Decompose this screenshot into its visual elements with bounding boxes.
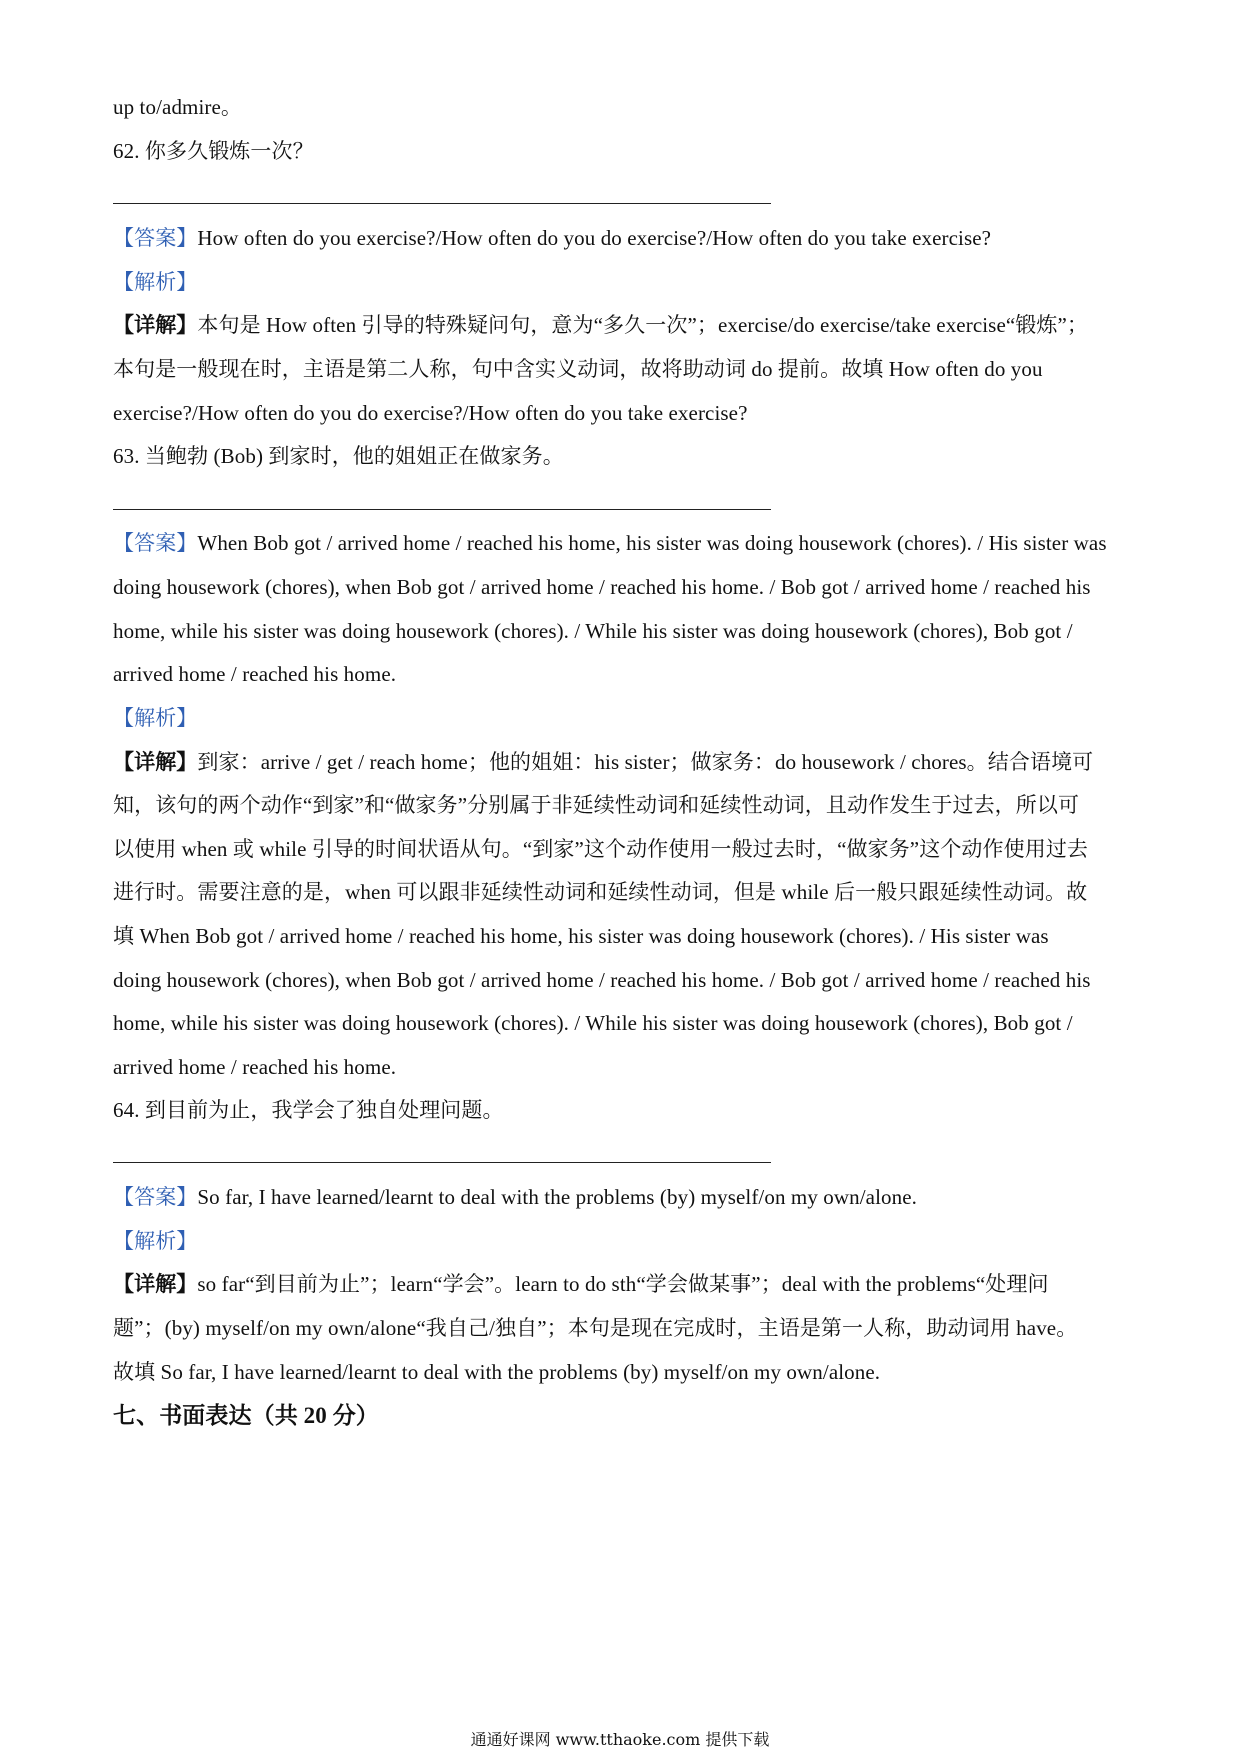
answer-label: 【答案】: [113, 1185, 198, 1209]
answer-label: 【答案】: [113, 531, 198, 555]
q63-answer-line-1: [113, 530, 1107, 556]
q62-question: 62. 你多久锻炼一次？: [113, 139, 314, 163]
q63-question: 63. 当鲍勃 (Bob) 到家时，他的姐姐正在做家务。: [113, 444, 564, 468]
q62-detail-line-2: 本句是一般现在时，主语是第二人称，句中含实义动词，故将助动词 do 提前。故填 How often do you: [113, 357, 1043, 381]
detail-label: 【详解】: [113, 750, 198, 774]
q62-answer: [113, 225, 991, 251]
answer-label: 【答案】: [113, 226, 198, 250]
section-heading: 七、书面表达（共 20 分）: [113, 1403, 379, 1428]
q63-detail-line-2: 知，该句的两个动作“到家”和“做家务”分别属于非延续性动词和延续性动词，且动作发生于过去，所以可: [113, 793, 1080, 817]
q64-detail-line-3: 故填 So far, I have learned/learnt to deal with the problems (by) myself/on my own/alone.: [113, 1360, 881, 1384]
q63-analysis-label: 【解析】: [113, 706, 198, 730]
q61-tail: up to/admire。: [113, 95, 243, 119]
detail-text: 到家：arrive / get / reach home；他的姐姐：his sister；做家务：do housework / chores。结合语境可: [197, 750, 1094, 774]
q64-analysis-label: 【解析】: [113, 1229, 198, 1253]
q63-answer-line-3: home, while his sister was doing housework (chores). / While his sister was doing housework (chores), Bob got /: [113, 619, 1073, 643]
q63-detail-line-3: 以使用 when 或 while 引导的时间状语从句。“到家”这个动作使用一般过去时，“做家务”这个动作使用过去: [113, 837, 1089, 861]
q64-answer: [113, 1184, 917, 1210]
q64-question: 64. 到目前为止，我学会了独自处理问题。: [113, 1098, 504, 1122]
q63-answer-blank: [113, 509, 771, 510]
q63-detail-line-5: 填 When Bob got / arrived home / reached his home, his sister was doing housework (chores). / His sister was: [113, 924, 1049, 948]
q63-detail-line-1: [113, 749, 1093, 775]
q62-detail-line-1: [113, 312, 1088, 338]
answer-text: How often do you exercise?/How often do you do exercise?/How often do you take exercise?: [197, 226, 992, 250]
q64-answer-blank: [113, 1162, 771, 1163]
q63-detail-line-8: arrived home / reached his home.: [113, 1055, 397, 1079]
q63-detail-line-6: doing housework (chores), when Bob got / arrived home / reached his home. / Bob got / arrived home / reached his: [113, 968, 1091, 992]
q64-detail-line-1: [113, 1271, 1049, 1297]
detail-text: 本句是 How often 引导的特殊疑问句，意为“多久一次”；exercise/do exercise/take exercise“锻炼”；: [197, 313, 1089, 337]
q62-analysis-label: 【解析】: [113, 270, 198, 294]
q63-answer-line-4: arrived home / reached his home.: [113, 662, 397, 686]
detail-text: so far“到目前为止”；learn“学会”。learn to do sth“学会做某事”；deal with the problems“处理问: [197, 1272, 1049, 1296]
detail-label: 【详解】: [113, 1272, 198, 1296]
q62-answer-blank: [113, 203, 771, 204]
page-footer: 通通好课网 www.tthaoke.com 提供下载: [470, 1730, 770, 1749]
q63-answer-line-2: doing housework (chores), when Bob got / arrived home / reached his home. / Bob got / arrived home / reached his: [113, 575, 1091, 599]
q62-detail-line-3: exercise?/How often do you do exercise?/How often do you take exercise?: [113, 401, 748, 425]
q63-detail-line-7: home, while his sister was doing housework (chores). / While his sister was doing housework (chores), Bob got /: [113, 1011, 1073, 1035]
q63-detail-line-4: 进行时。需要注意的是，when 可以跟非延续性动词和延续性动词，但是 while 后一般只跟延续性动词。故: [113, 880, 1088, 904]
q64-detail-line-2: 题”；(by) myself/on my own/alone“我自己/独自”；本句是现在完成时，主语是第一人称，助动词用 have。: [113, 1316, 1078, 1340]
answer-text: When Bob got / arrived home / reached his home, his sister was doing housework (chores). / His sister was: [197, 531, 1107, 555]
detail-label: 【详解】: [113, 313, 198, 337]
answer-text: So far, I have learned/learnt to deal with the problems (by) myself/on my own/alone.: [197, 1185, 918, 1209]
